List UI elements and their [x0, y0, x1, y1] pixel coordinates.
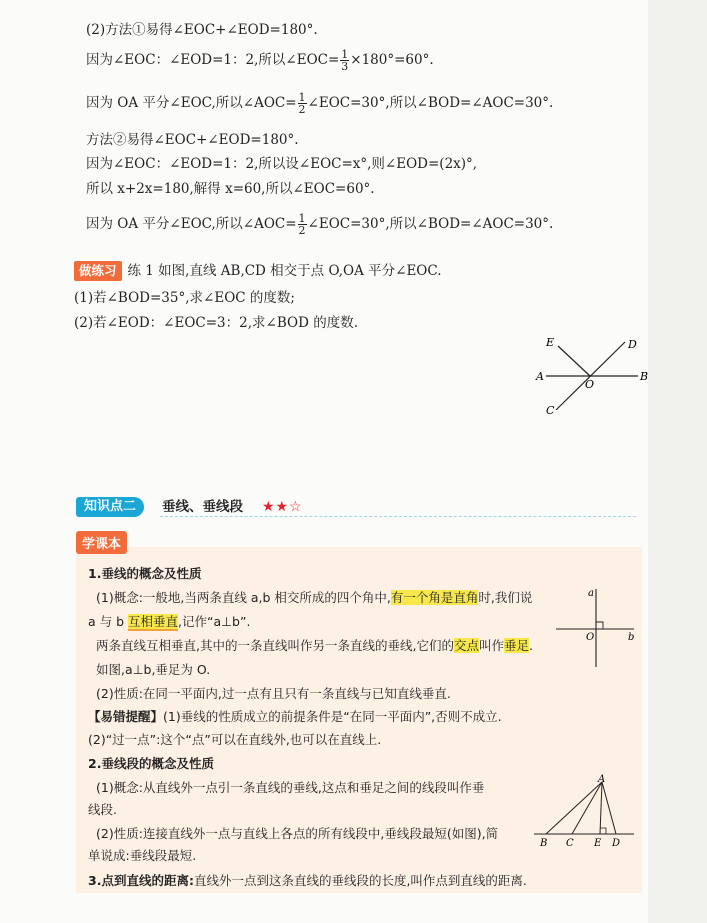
- segment-ae: [600, 782, 602, 834]
- right-angle-mark: [600, 828, 606, 834]
- label-d: D: [628, 338, 637, 351]
- segment-ad: [602, 782, 616, 834]
- highlighted-text: 有一个角是直角: [390, 590, 479, 605]
- solution-line-6: 所以 x+2x=180,解得 x=60,所以∠EOC=60°.: [86, 181, 375, 197]
- section-1-line-4: 如图,a⊥b,垂足为 O.: [96, 662, 211, 677]
- warning-line-1: [88, 708, 502, 725]
- knowledge-point-header: [76, 497, 636, 517]
- section-1-line-2: [88, 613, 250, 630]
- right-angle-mark: [596, 622, 603, 629]
- exercise-question-1: (1)若∠BOD=35°,求∠EOC 的度数;: [74, 290, 295, 306]
- solution-line-3-pre: 因为 OA 平分∠EOC,所以∠AOC=: [86, 95, 297, 111]
- solution-line-5: 因为∠EOC：∠EOD=1：2,所以设∠EOC=x°,则∠EOD=(2x)°,: [86, 156, 478, 172]
- fraction-numerator: 1: [341, 48, 349, 61]
- section-1-line-5: (2)性质:在同一平面内,过一点有且只有一条直线与已知直线垂直.: [96, 686, 451, 701]
- text-span: ,记作“a⊥b”.: [178, 614, 251, 629]
- solution-line-7-post: ∠EOC=30°,所以∠BOD=∠AOC=30°.: [307, 216, 554, 232]
- solution-line-2: [86, 49, 434, 72]
- fraction-denominator: 3: [341, 60, 349, 73]
- text-span: (1)概念:一般地,当两条直线 a,b 相交所成的四个角中,: [96, 590, 391, 605]
- exercise-question-2: (2)若∠EOD：∠EOC=3：2,求∠BOD 的度数.: [74, 315, 358, 331]
- label-a: A: [536, 370, 544, 383]
- label-a: A: [598, 774, 606, 785]
- highlighted-text: 垂足: [503, 638, 529, 653]
- text-span: 时,我们说: [478, 590, 533, 605]
- label-o: O: [585, 378, 595, 391]
- label-c: C: [546, 404, 555, 417]
- perpendicular-figure: [550, 585, 640, 670]
- warning-tag: 【易错提醒】: [88, 709, 164, 724]
- text-span: (1)垂线的性质成立的前提条件是“在同一平面内”,否则不成立.: [163, 709, 502, 724]
- label-b: B: [540, 838, 548, 849]
- solution-line-2-pre: 因为∠EOC：∠EOD=1：2,所以∠EOC=: [86, 52, 340, 68]
- text-span: 叫作: [478, 638, 504, 653]
- fraction-denominator: 2: [298, 103, 306, 116]
- section-2-line-4: 单说成:垂线段最短.: [88, 848, 197, 863]
- section-2-line-1: (1)概念:从直线外一点引一条直线的垂线,这点和垂足之间的线段叫作垂: [96, 780, 485, 795]
- label-b: B: [640, 370, 649, 383]
- highlighted-text: 交点: [453, 638, 479, 653]
- section-2-title: 2.垂线段的概念及性质: [88, 756, 214, 771]
- warning-line-2: (2)“过一点”:这个“点”可以在直线外,也可以在直线上.: [88, 732, 382, 747]
- fraction-numerator: 1: [298, 212, 306, 225]
- solution-line-1: (2)方法①易得∠EOC+∠EOD=180°.: [86, 22, 318, 38]
- text-span: 两条直线互相垂直,其中的一条直线叫作另一条直线的垂线,它们的: [96, 638, 454, 653]
- exercise-title-line: [74, 261, 442, 281]
- section-3-title: 3.点到直线的距离:: [88, 873, 194, 888]
- label-a: a: [588, 588, 594, 599]
- text-span: 直线外一点到这条直线的垂线段的长度,叫作点到直线的距离.: [193, 873, 527, 888]
- segment-ac: [572, 782, 602, 834]
- solution-line-4: 方法②易得∠EOC+∠EOD=180°.: [86, 132, 299, 148]
- label-d: D: [612, 838, 621, 849]
- exercise-tag: 做练习: [74, 261, 122, 281]
- header-divider: [160, 516, 636, 517]
- section-2-line-3: (2)性质:连接直线外一点与直线上各点的所有线段中,垂线段最短(如图),简: [96, 826, 499, 841]
- solution-line-3-post: ∠EOC=30°,所以∠BOD=∠AOC=30°.: [307, 95, 554, 111]
- label-c: C: [566, 838, 574, 849]
- section-1-line-3: [96, 637, 533, 654]
- fraction-denominator: 2: [298, 224, 306, 237]
- solution-line-3: [86, 92, 553, 115]
- section-3-line: [88, 872, 527, 889]
- exercise-title: 练 1 如图,直线 AB,CD 相交于点 O,OA 平分∠EOC.: [127, 263, 442, 279]
- section-1-line-1: [96, 589, 532, 606]
- intersecting-lines-figure: [530, 330, 660, 422]
- knowledge-point-tag: 知识点二: [76, 497, 144, 517]
- page-edge: [648, 0, 707, 923]
- label-e: E: [594, 838, 602, 849]
- label-b: b: [628, 632, 635, 643]
- label-e: E: [546, 336, 555, 349]
- text-span: a 与 b: [88, 614, 129, 629]
- study-tag: 学课本: [76, 531, 127, 554]
- difficulty-stars: ★★☆: [262, 499, 303, 515]
- fraction: [298, 213, 307, 236]
- section-1-title: 1.垂线的概念及性质: [88, 566, 202, 581]
- solution-line-7: [86, 213, 553, 236]
- solution-line-7-pre: 因为 OA 平分∠EOC,所以∠AOC=: [86, 216, 297, 232]
- fraction: [340, 49, 349, 72]
- solution-line-2-post: ×180°=60°.: [350, 52, 434, 68]
- perpendicular-segment-figure: [530, 774, 640, 850]
- text-span: .: [529, 638, 533, 653]
- underlined-text: 互相垂直: [128, 614, 179, 629]
- knowledge-point-title: 垂线、垂线段: [162, 499, 243, 515]
- fraction-numerator: 1: [298, 91, 306, 104]
- fraction: [298, 92, 307, 115]
- ray-oe: [558, 346, 590, 376]
- segment-ab: [546, 782, 602, 834]
- label-o: O: [586, 632, 595, 643]
- section-2-line-2: 线段.: [88, 802, 117, 817]
